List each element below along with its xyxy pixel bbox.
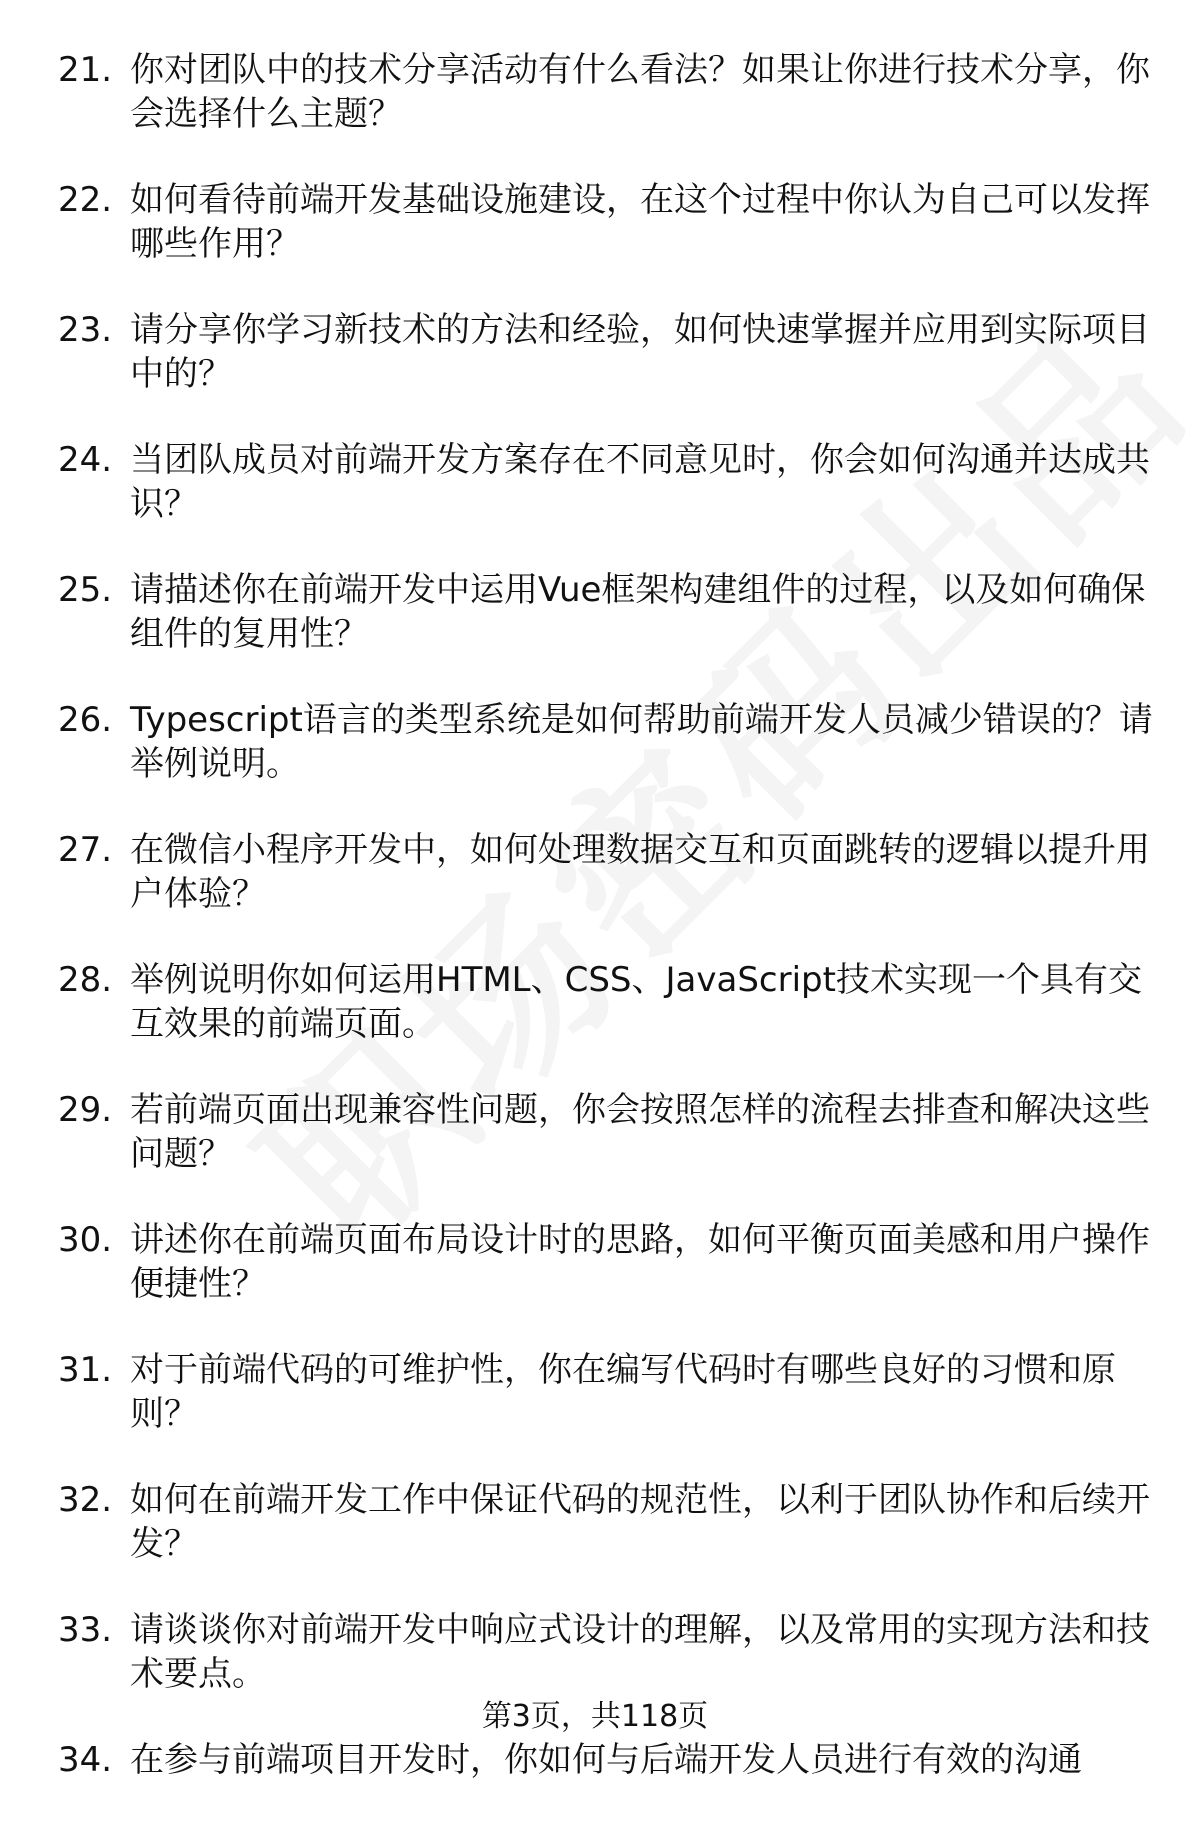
question-text: 在微信小程序开发中，如何处理数据交互和页面跳转的逻辑以提升用户体验？ — [130, 830, 1150, 914]
question-text: 对于前端代码的可维护性，你在编写代码时有哪些良好的习惯和原则？ — [130, 1350, 1116, 1434]
question-text: 举例说明你如何运用HTML、CSS、JavaScript技术实现一个具有交互效果的前端页面。 — [130, 960, 1142, 1044]
question-number: 28. — [58, 960, 113, 1000]
question-item — [58, 958, 1168, 1046]
question-item — [58, 178, 1168, 266]
question-number: 23. — [58, 310, 113, 350]
question-item — [58, 48, 1168, 136]
question-text: 当团队成员对前端开发方案存在不同意见时，你会如何沟通并达成共识？ — [130, 440, 1150, 524]
question-number: 29. — [58, 1090, 113, 1130]
question-number: 32. — [58, 1480, 113, 1520]
question-item — [58, 1088, 1168, 1176]
question-text: 请谈谈你对前端开发中响应式设计的理解，以及常用的实现方法和技术要点。 — [130, 1610, 1150, 1694]
question-number: 24. — [58, 440, 113, 480]
question-number: 30. — [58, 1220, 113, 1260]
question-number: 31. — [58, 1350, 113, 1390]
question-text: 请分享你学习新技术的方法和经验，如何快速掌握并应用到实际项目中的？ — [130, 310, 1150, 394]
question-text: 如何看待前端开发基础设施建设，在这个过程中你认为自己可以发挥哪些作用？ — [130, 180, 1150, 264]
question-text: 如何在前端开发工作中保证代码的规范性，以利于团队协作和后续开发？ — [130, 1480, 1150, 1564]
page-footer: 第3页，共118页 — [481, 1699, 709, 1734]
question-number: 25. — [58, 570, 113, 610]
question-number: 34. — [58, 1740, 113, 1780]
question-number: 22. — [58, 180, 113, 220]
question-number: 27. — [58, 830, 113, 870]
question-text: 在参与前端项目开发时，你如何与后端开发人员进行有效的沟通 — [130, 1740, 1082, 1780]
question-item — [58, 438, 1168, 526]
question-item — [58, 698, 1168, 786]
question-number: 21. — [58, 50, 113, 90]
question-text: 你对团队中的技术分享活动有什么看法？如果让你进行技术分享，你会选择什么主题？ — [130, 50, 1150, 134]
question-item — [58, 1348, 1168, 1436]
question-text: 讲述你在前端页面布局设计时的思路，如何平衡页面美感和用户操作便捷性？ — [130, 1220, 1150, 1304]
question-text: 若前端页面出现兼容性问题，你会按照怎样的流程去排查和解决这些问题？ — [130, 1090, 1150, 1174]
question-item — [58, 1218, 1168, 1306]
question-number: 33. — [58, 1610, 113, 1650]
question-item — [58, 1478, 1168, 1566]
question-text: Typescript语言的类型系统是如何帮助前端开发人员减少错误的？请举例说明。 — [130, 700, 1153, 784]
question-number: 26. — [58, 700, 113, 740]
question-item — [58, 308, 1168, 396]
question-list — [58, 48, 1168, 1824]
question-text: 请描述你在前端开发中运用Vue框架构建组件的过程，以及如何确保组件的复用性？ — [130, 570, 1146, 654]
question-item — [58, 1738, 1168, 1782]
question-item — [58, 568, 1168, 656]
question-item — [58, 828, 1168, 916]
question-item — [58, 1608, 1168, 1696]
